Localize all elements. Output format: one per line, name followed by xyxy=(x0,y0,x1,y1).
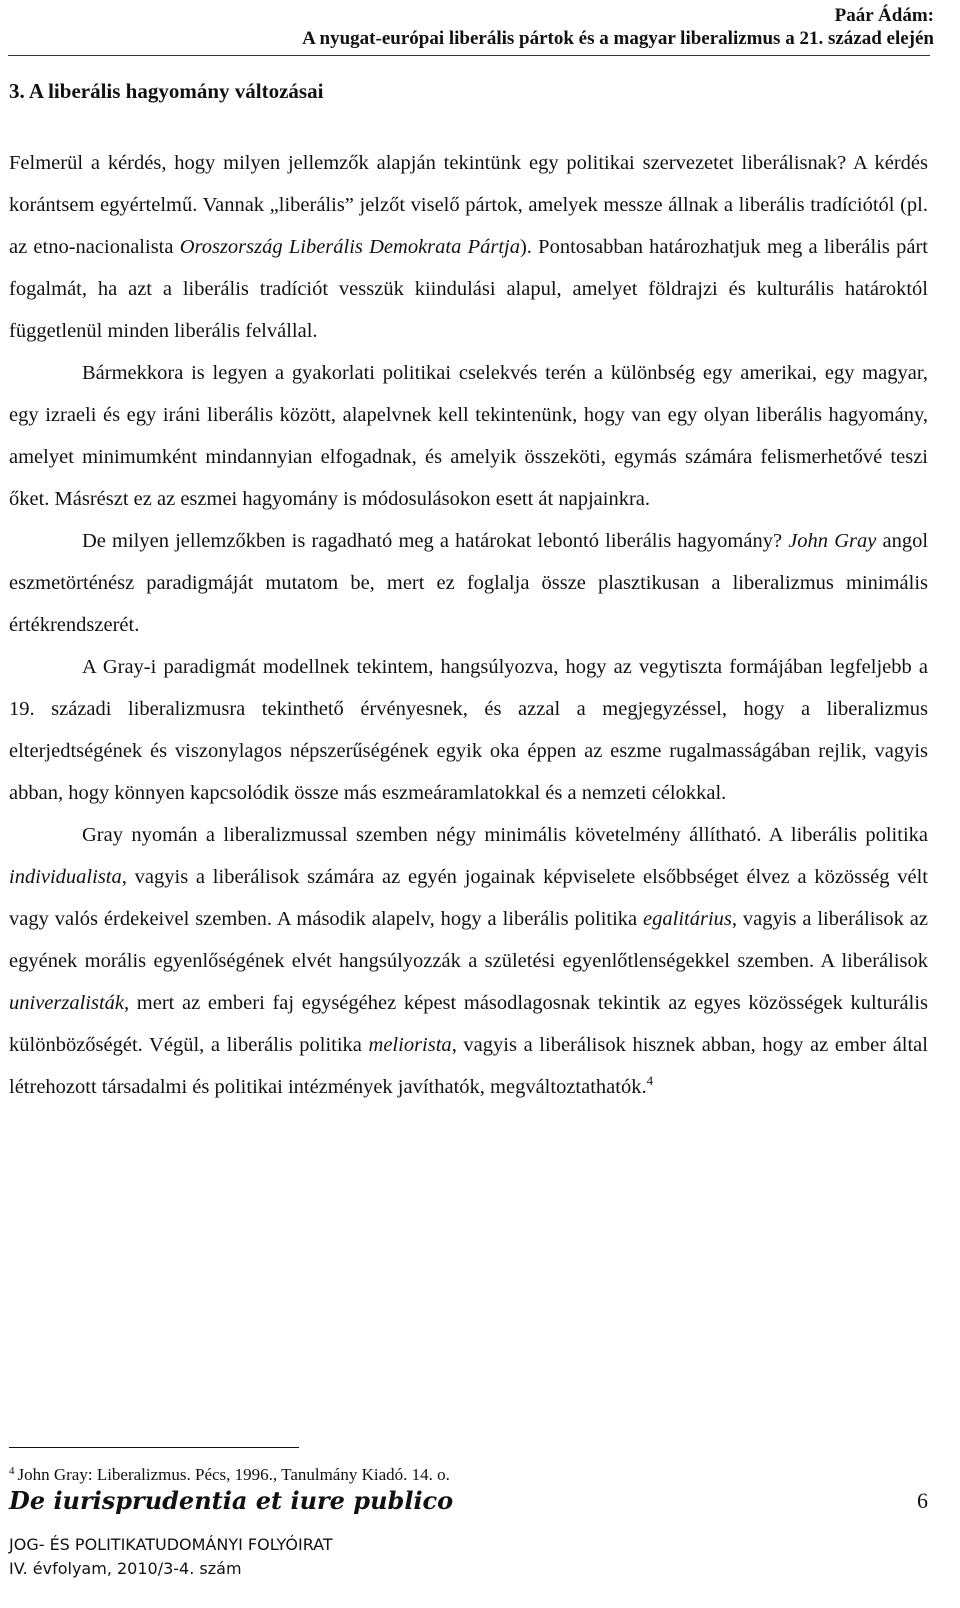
p5-italic-univerzalistak: univerzalisták xyxy=(9,992,125,1014)
p1-text-a: Felmerül a kérdés, hogy milyen jellemzők alapján tekintünk egy politikai szervezetet liberálisnak? A kérdés korántsem egyértelmű. Vannak „liberális” jelzőt viselő pártok, amelyek messze állnak a liberális tradíciótól (pl. az etno-nacionalista xyxy=(9,152,928,258)
journal-subtitle xyxy=(9,1533,333,1581)
p5-text-c: , vagyis a liberálisok az egyének morális egyenlőségének elvét hangsúlyozzák a születési egyenlőtlenségekkel szemben. A liberálisok xyxy=(9,908,928,972)
p1-text-b: ). Pontosabban határozhatjuk meg a liberális párt fogalmát, ha azt a liberális tradíciót vesszük kiindulási alapul, amelyet földrajzi és kulturális határoktól függetlenül minden liberális felvállal. xyxy=(9,236,928,342)
journal-title-script: De iurisprudentia et iure publico xyxy=(9,1486,454,1515)
p5-text-b: , vagyis a liberálisok számára az egyén jogainak képviselete elsőbbséget élvez a közösség vélt vagy valós érdekeivel szemben. A második alapelv, hogy a liberális politika xyxy=(9,866,928,930)
p5-italic-egalitarius: egalitárius xyxy=(643,908,732,930)
header-rule xyxy=(8,55,930,56)
p3-italic-author: John Gray xyxy=(788,530,877,552)
p5-text-d: , mert az emberi faj egységéhez képest másodlagosnak tekintik az egyes közösségek kulturális különbözőségét. Végül, a liberális politika xyxy=(9,992,928,1056)
paragraph-3 xyxy=(9,520,928,646)
footnote-number: 4 xyxy=(9,1465,15,1477)
journal-subtitle-line-1: JOG- ÉS POLITIKATUDOMÁNYI FOLYÓIRAT xyxy=(9,1535,333,1554)
paragraph-5 xyxy=(9,814,928,1108)
page-number: 6 xyxy=(917,1488,928,1513)
running-head-title: A nyugat-európai liberális pártok és a magyar liberalizmus a 21. század elején xyxy=(302,28,934,49)
p1-italic-party-name: Oroszország Liberális Demokrata Pártja xyxy=(179,236,520,258)
footnote-rule xyxy=(9,1447,299,1448)
paragraph-1 xyxy=(9,142,928,352)
p5-text-a: Gray nyomán a liberalizmussal szemben négy minimális követelmény állítható. A liberális politika xyxy=(82,824,928,846)
section-title: 3. A liberális hagyomány változásai xyxy=(9,79,324,103)
p3-text-b: angol eszmetörténész paradigmáját mutatom be, mert ez foglalja össze plasztikusan a liberalizmus minimális értékrendszerét. xyxy=(9,530,929,636)
running-head xyxy=(302,4,934,50)
footnote xyxy=(9,1461,450,1485)
p3-text-a: De milyen jellemzőkben is ragadható meg a határokat lebontó liberális hagyomány? xyxy=(82,530,789,552)
paragraph-4: A Gray-i paradigmát modellnek tekintem, hangsúlyozva, hogy az vegytiszta formájában legfeljebb a 19. századi liberalizmusra tekinthető érvényesnek, és azzal a megjegyzéssel, hogy a liberalizmus elterjedtségének és viszonylagos népszerűségének egyik oka éppen az eszme rugalmasságában rejlik, vagyis abban, hogy könnyen kapcsolódik össze más eszmeáramlatokkal és a nemzeti célokkal. xyxy=(9,656,928,804)
paragraph-2: Bármekkora is legyen a gyakorlati politikai cselekvés terén a különbség egy amerikai, egy magyar, egy izraeli és egy iráni liberális között, alapelvnek kell tekintenünk, hogy van egy olyan liberális hagyomány, amelyet minimumként mindannyian elfogadnak, és amelyik összeköti, egymás számára felismerhetővé teszi őket. Másrészt ez az eszmei hagyomány is módosulásokon esett át napjainkra. xyxy=(9,362,928,510)
footnote-text: John Gray: Liberalizmus. Pécs, 1996., Tanulmány Kiadó. 14. o. xyxy=(17,1465,450,1484)
footnote-reference[interactable]: 4 xyxy=(646,1073,654,1088)
running-head-author: Paár Ádám: xyxy=(834,5,934,26)
body-text xyxy=(9,142,928,1108)
journal-subtitle-line-2: IV. évfolyam, 2010/3-4. szám xyxy=(9,1559,242,1578)
p5-italic-individualista: individualista xyxy=(9,866,122,888)
p5-text-e: , vagyis a liberálisok hisznek abban, hogy az ember által létrehozott társadalmi és politikai intézmények javíthatók, megváltoztathatók. xyxy=(9,1034,928,1098)
p5-italic-meliorista: meliorista xyxy=(368,1034,452,1056)
